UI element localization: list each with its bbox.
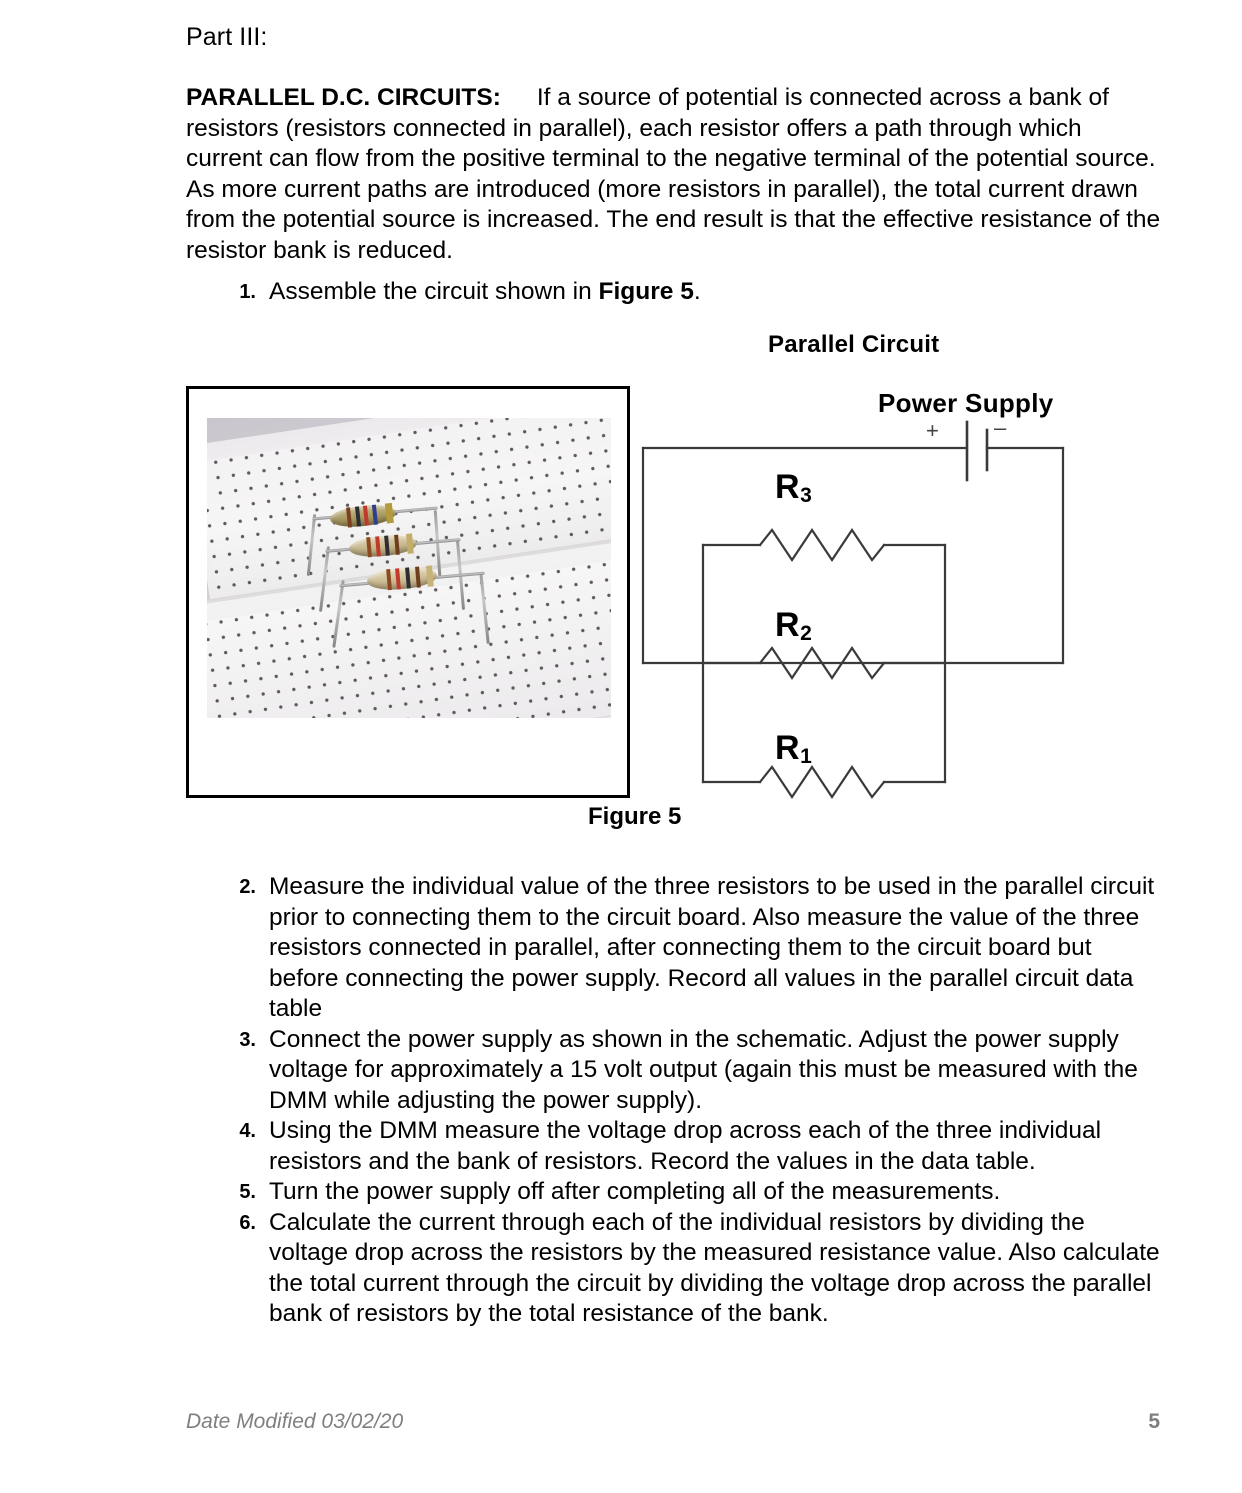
resistor-band <box>346 507 352 527</box>
resistor-r3-zigzag <box>760 530 884 560</box>
resistor-lead-left <box>307 514 316 576</box>
list-item-text: Using the DMM measure the voltage drop across each of the three individual resistors and the bank of resistors. Record the values in the data table. <box>269 1117 1102 1175</box>
resistor-band <box>405 567 411 588</box>
list-item <box>222 1177 1162 1208</box>
resistor-band <box>395 568 401 589</box>
resistor-band <box>372 505 378 525</box>
resistor-photo-2 <box>327 536 497 606</box>
figure-caption: Figure 5 <box>588 803 682 830</box>
resistor-label-r1: $R_1$ <box>775 729 812 768</box>
steps-list-after-figure <box>222 872 1162 1330</box>
list-item-number: 2. <box>239 876 256 898</box>
breadboard-holes-upper <box>207 418 611 600</box>
resistor-lead-right <box>434 510 442 576</box>
resistor-label-r2: $R_2$ <box>775 606 812 645</box>
footer-date-modified: Date Modified 03/02/20 <box>186 1410 404 1433</box>
resistor-body <box>366 565 438 592</box>
resistor-band <box>385 503 394 524</box>
list-item-number: 4. <box>239 1120 256 1142</box>
resistor-label-r3: $R_3$ <box>775 468 812 507</box>
resistor-lead-left <box>332 580 344 648</box>
part-heading: Part III: <box>186 23 268 51</box>
breadboard-lower-strip <box>207 537 611 718</box>
resistor-lead-arc <box>339 572 485 588</box>
list-item <box>222 1208 1162 1330</box>
resistor-band <box>426 565 434 586</box>
list-item-number: 5. <box>239 1181 256 1203</box>
resistor-photo-3 <box>312 506 472 576</box>
list-item <box>222 872 1162 1025</box>
resistor-band <box>384 536 390 556</box>
list-item-number: 6. <box>239 1211 256 1234</box>
resistor-lead-arc <box>312 507 438 521</box>
resistor-band <box>415 566 421 587</box>
resistor-band <box>363 506 369 526</box>
list-item-text: Turn the power supply off after completing all of the measurements. <box>269 1178 1001 1205</box>
list-item-text-before: Assemble the circuit shown in <box>269 278 599 305</box>
resistor-band <box>386 569 392 590</box>
resistor-band <box>355 506 361 526</box>
resistor-band <box>366 537 372 557</box>
parallel-circuit-schematic <box>620 370 1090 800</box>
photo-background <box>207 418 611 718</box>
resistor-lead-left <box>319 546 330 612</box>
list-item-text: Connect the power supply as shown in the schematic. Adjust the power supply voltage for approximately a 15 volt output (again this must be measured with the DMM while adjusting the power supply). <box>269 1025 1138 1114</box>
list-item-text: Calculate the current through each of the individual resistors by dividing the voltage drop across the resistors by the measured resistance value. Also calculate the total current through the circuit by dividing the voltage drop across the parallel bank of resistors by the total resistance of the bank. <box>269 1208 1160 1327</box>
resistor-lead-arc <box>325 538 461 553</box>
list-item-number: 3. <box>239 1028 256 1051</box>
resistor-band <box>406 533 414 553</box>
breadboard-photo <box>207 418 611 718</box>
circuit-svg <box>620 370 1090 800</box>
battery-negative-symbol: – <box>994 415 1007 440</box>
footer-page-number: 5 <box>1148 1410 1160 1433</box>
list-item <box>222 1025 1162 1117</box>
breadboard-holes-lower <box>207 555 611 718</box>
resistor-band <box>394 535 400 555</box>
steps-list-before-figure <box>222 277 1162 308</box>
list-item-text: Measure the individual value of the three resistors to be used in the parallel circuit prior to connecting them to the circuit board. Also measure the value of the three resistors connected in parallel, after connecting them to the circuit board but before connecting the power supply. Record all values in the parallel circuit data table <box>269 873 1155 1022</box>
list-item <box>222 1116 1162 1177</box>
resistor-band <box>375 536 381 556</box>
list-item <box>222 277 1162 308</box>
resistor-r2-zigzag <box>760 648 884 678</box>
list-item-number: 1. <box>239 281 256 303</box>
intro-paragraph-block <box>186 83 1161 266</box>
schematic-title: Parallel Circuit <box>768 331 940 358</box>
figure-photo-box <box>186 386 630 798</box>
breadboard-upper-strip <box>207 418 611 634</box>
power-supply-label: Power Supply <box>878 388 1054 418</box>
resistor-r1-zigzag <box>760 767 884 797</box>
resistor-body <box>348 533 417 559</box>
battery-positive-symbol: + <box>926 418 939 443</box>
list-item-text-after: . <box>693 278 701 305</box>
resistor-lead-right <box>479 572 490 644</box>
resistor-lead-right <box>456 540 465 610</box>
resistor-photo-1 <box>343 568 523 640</box>
resistor-body <box>329 503 397 530</box>
breadboard-center-channel <box>207 533 611 620</box>
figure-reference: Figure 5 <box>598 278 694 305</box>
intro-paragraph-text: If a source of potential is connected across a bank of resistors (resistors connected in parallel), each resistor offers a path through which current can flow from the positive terminal to the negative terminal of the potential source. As more current paths are introduced (more resistors in parallel), the total current drawn from the potential source is increased. The end result is that the effective resistance of the resistor bank is reduced. <box>186 84 1161 264</box>
section-title: PARALLEL D.C. CIRCUITS: <box>186 84 501 111</box>
